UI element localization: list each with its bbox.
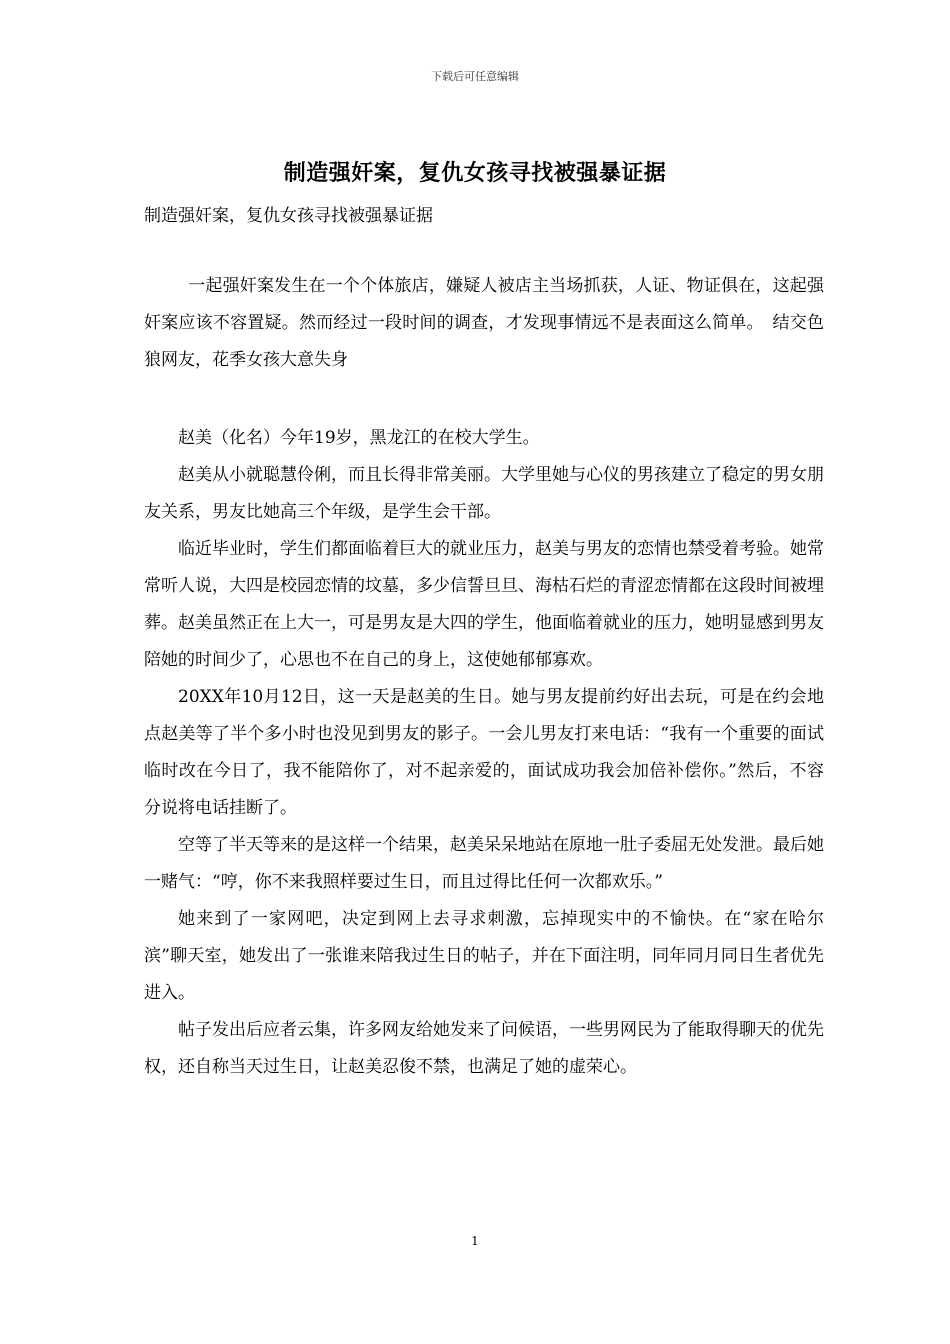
paragraph-1: 赵美（化名）今年19岁，黑龙江的在校大学生。 — [178, 428, 540, 448]
page-number: 1 — [471, 1234, 479, 1248]
document-subtitle: 制造强奸案，复仇女孩寻找被强暴证据 — [144, 206, 433, 226]
paragraph-3: 临近毕业时，学生们都面临着巨大的就业压力，赵美与男友的恋情也禁受着考验。她常常听人说，大四是校园恋情的坟墓，多少信誓旦旦、海枯石烂的青涩恋情都在这段时间被埋葬。赵美虽然正在上大一，可是男友是大四的学生，他面临着就业的压力，她明显感到男友陪她的时间少了，心思也不在自己的身上，这使她郁郁寡欢。 — [144, 539, 824, 670]
document-title: 制造强奸案，复仇女孩寻找被强暴证据 — [283, 160, 667, 186]
paragraph-4: 20XX年10月12日，这一天是赵美的生日。她与男友提前约好出去玩，可是在约会地点赵美等了半个多小时也没见到男友的影子。一会儿男友打来电话：“我有一个重要的面试临时改在今日了，我不能陪你了，对不起亲爱的，面试成功我会加倍补偿你。”然后，不容分说将电话挂断了。 — [144, 687, 824, 818]
paragraph-6: 她来到了一家网吧，决定到网上去寻求刺激，忘掉现实中的不愉快。在“家在哈尔滨”聊天室，她发出了一张谁来陪我过生日的帖子，并在下面注明，同年同月同日生者优先进入。 — [144, 909, 824, 1003]
intro-paragraph: 一起强奸案发生在一个个体旅店，嫌疑人被店主当场抓获，人证、物证俱在，这起强奸案应该不容置疑。然而经过一段时间的调查，才发现事情远不是表面这么简单。 结交色狼网友，花季女孩大意失身 — [144, 276, 824, 370]
body-block — [144, 420, 824, 1086]
paragraph-5: 空等了半天等来的是这样一个结果，赵美呆呆地站在原地一肚子委屈无处发泄。最后她一赌气：“哼，你不来我照样要过生日，而且过得比任何一次都欢乐。” — [144, 835, 824, 892]
paragraph-7: 帖子发出后应者云集，许多网友给她发来了问候语，一些男网民为了能取得聊天的优先权，还自称当天过生日，让赵美忍俊不禁，也满足了她的虚荣心。 — [144, 1020, 824, 1077]
intro-block — [144, 268, 824, 379]
paragraph-2: 赵美从小就聪慧伶俐，而且长得非常美丽。大学里她与心仪的男孩建立了稳定的男女朋友关系，男友比她高三个年级，是学生会干部。 — [144, 465, 824, 522]
header-note: 下载后可任意编辑 — [431, 70, 519, 83]
